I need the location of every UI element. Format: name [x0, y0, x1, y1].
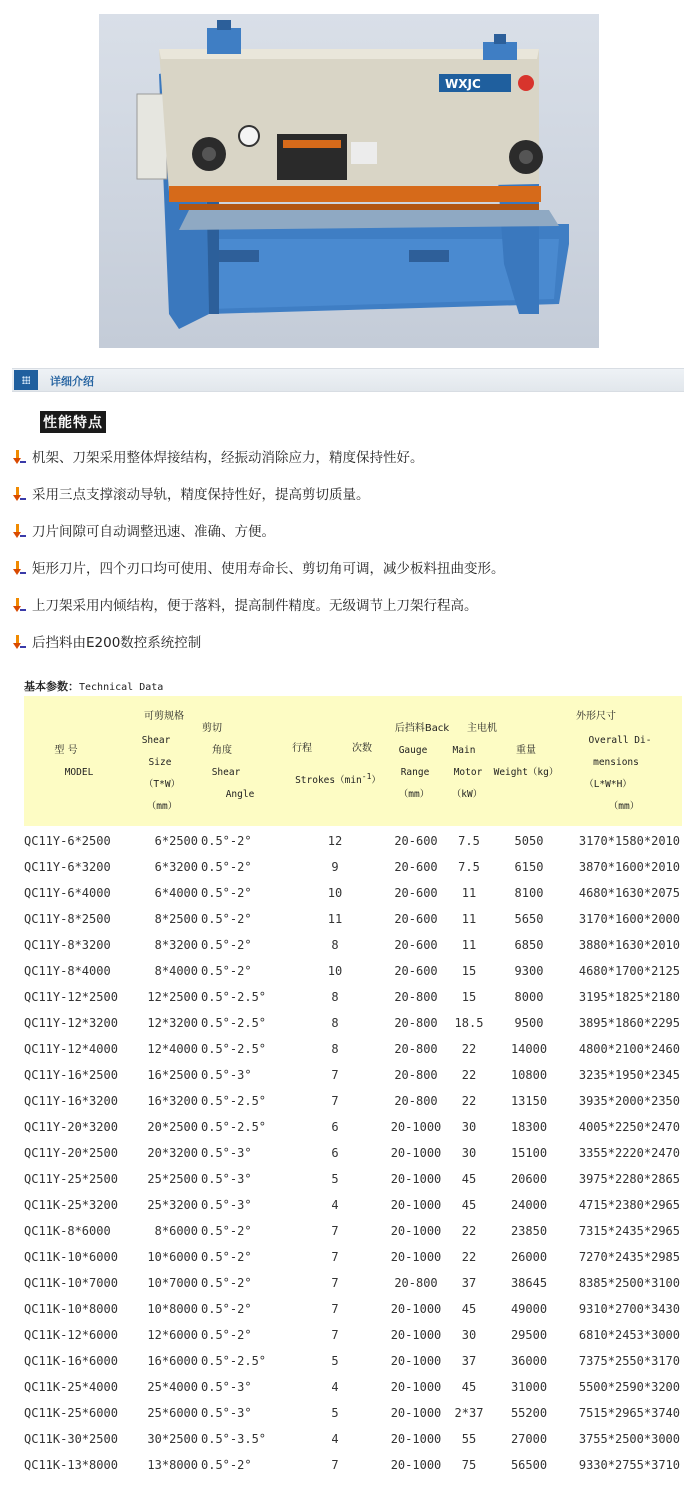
table-row: QC11Y-12*2500 12*2500 0.5°-2.5° 8 20-800 15 8000 3195*1825*2180 [24, 990, 680, 1004]
table-row: QC11Y-12*4000 12*4000 0.5°-2.5° 8 20-800 22 14000 4800*2100*2460 [24, 1042, 680, 1056]
header-motor-en: Main [452, 745, 476, 756]
shearing-machine-illustration [99, 14, 599, 348]
table-row: QC11Y-6*2500 6*2500 0.5°-2° 12 20-600 7.5 5050 3170*1580*2010 [24, 834, 680, 848]
header-angle-en: Shear [211, 767, 241, 778]
feature-item: 采用三点支撑滚动导轨，精度保持性好，提高剪切质量。 [12, 485, 692, 505]
tech-table-header: 型 号 MODEL 可剪规格 Shear Size （T*W） （mm） 剪切 角度 Shear Angle 行程 次数 $Strokes(\min^{-1})$ 后挡料Back Gauge Range （mm） 主电机 Main Motor （kW） 重量 Weight（kg） 外形尺寸 Overall Di- mensions （L*W*H） （mm） [24, 696, 682, 826]
header-weight-en: Weight（kg） [493, 767, 559, 778]
arrow-down-icon [12, 560, 26, 576]
svg-text:WXJC: WXJC [445, 77, 481, 91]
table-row: QC11K-25*4000 25*4000 0.5°-3° 4 20-1000 45 31000 5500*2590*3200 [24, 1380, 680, 1394]
table-row: QC11K-8*6000 8*6000 0.5°-2° 7 20-1000 22 23850 7315*2435*2965 [24, 1224, 680, 1238]
tech-table-body [0, 828, 698, 1478]
grid-icon [14, 370, 38, 390]
header-angle-cn: 剪切 [202, 723, 222, 734]
section-header [12, 368, 684, 392]
table-row: QC11Y-8*2500 8*2500 0.5°-2° 11 20-600 11 5650 3170*1600*2000 [24, 912, 680, 926]
header-strokes-en: $Strokes(\min^{-1})$ [295, 772, 381, 787]
features-title: 性能特点 [40, 411, 106, 433]
table-row: QC11Y-20*3200 20*2500 0.5°-2.5° 6 20-1000 30 18300 4005*2250*2470 [24, 1120, 680, 1134]
arrow-down-icon [12, 523, 26, 539]
table-row: QC11K-16*6000 16*6000 0.5°-2.5° 5 20-1000 37 36000 7375*2550*3170 [24, 1354, 680, 1368]
feature-item: 后挡料由E200数控系统控制 [12, 633, 692, 653]
table-row: QC11K-10*7000 10*7000 0.5°-2° 7 20-800 37 38645 8385*2500*3100 [24, 1276, 680, 1290]
table-row: QC11Y-12*3200 12*3200 0.5°-2.5° 8 20-800 18.5 9500 3895*1860*2295 [24, 1016, 680, 1030]
table-row: QC11K-10*8000 10*8000 0.5°-2° 7 20-1000 45 49000 9310*2700*3430 [24, 1302, 680, 1316]
table-row: QC11Y-6*4000 6*4000 0.5°-2° 10 20-600 11 8100 4680*1630*2075 [24, 886, 680, 900]
header-motor-cn: 主电机 [467, 723, 497, 734]
header-model-cn: 型 号 [54, 745, 78, 756]
arrow-down-icon [12, 597, 26, 613]
header-gauge-cn: 后挡料Back [394, 723, 450, 734]
header-weight-cn: 重量 [516, 745, 536, 756]
section-title: 详细介绍 [50, 375, 94, 388]
feature-item: 上刀架采用内倾结构，便于落料，提高制件精度。无级调节上刀架行程高。 [12, 596, 692, 616]
table-row: QC11K-12*6000 12*6000 0.5°-2° 7 20-1000 30 29500 6810*2453*3000 [24, 1328, 680, 1342]
table-row: QC11K-13*8000 13*8000 0.5°-2° 7 20-1000 75 56500 9330*2755*3710 [24, 1458, 680, 1472]
table-row: QC11K-25*6000 25*6000 0.5°-3° 5 20-1000 2*37 55200 7515*2965*3740 [24, 1406, 680, 1420]
header-size-en: Shear [141, 735, 171, 746]
header-dims-en: Overall Di- [588, 735, 652, 746]
arrow-down-icon [12, 486, 26, 502]
product-photo [99, 14, 599, 348]
table-row: QC11Y-6*3200 6*3200 0.5°-2° 9 20-600 7.5 6150 3870*1600*2010 [24, 860, 680, 874]
table-row: QC11Y-8*4000 8*4000 0.5°-2° 10 20-600 15 9300 4680*1700*2125 [24, 964, 680, 978]
table-row: QC11Y-16*3200 16*3200 0.5°-2.5° 7 20-800 22 13150 3935*2000*2350 [24, 1094, 680, 1108]
table-row: QC11Y-16*2500 16*2500 0.5°-3° 7 20-800 22 10800 3235*1950*2345 [24, 1068, 680, 1082]
feature-item: 刀片间隙可自动调整迅速、准确、方便。 [12, 522, 692, 542]
arrow-down-icon [12, 449, 26, 465]
table-row: QC11K-25*3200 25*3200 0.5°-3° 4 20-1000 45 24000 4715*2380*2965 [24, 1198, 680, 1212]
feature-item: 机架、刀架采用整体焊接结构，经振动消除应力，精度保持性好。 [12, 448, 692, 468]
tech-data-title: 基本参数：Technical Data [24, 680, 164, 693]
header-size-cn: 可剪规格 [144, 711, 184, 722]
header-dims-cn: 外形尺寸 [576, 711, 616, 722]
header-gauge-en: Gauge [398, 745, 428, 756]
arrow-down-icon [12, 634, 26, 650]
table-row: QC11Y-20*2500 20*3200 0.5°-3° 6 20-1000 30 15100 3355*2220*2470 [24, 1146, 680, 1160]
header-model-en: MODEL [64, 767, 94, 778]
table-row: QC11Y-8*3200 8*3200 0.5°-2° 8 20-600 11 6850 3880*1630*2010 [24, 938, 680, 952]
table-row: QC11K-10*6000 10*6000 0.5°-2° 7 20-1000 22 26000 7270*2435*2985 [24, 1250, 680, 1264]
header-strokes-cn: 行程 [292, 743, 312, 754]
table-row: QC11Y-25*2500 25*2500 0.5°-3° 5 20-1000 45 20600 3975*2280*2865 [24, 1172, 680, 1186]
table-row: QC11K-30*2500 30*2500 0.5°-3.5° 4 20-1000 55 27000 3755*2500*3000 [24, 1432, 680, 1446]
feature-item: 矩形刀片，四个刃口均可使用、使用寿命长、剪切角可调，减少板料扭曲变形。 [12, 559, 692, 579]
